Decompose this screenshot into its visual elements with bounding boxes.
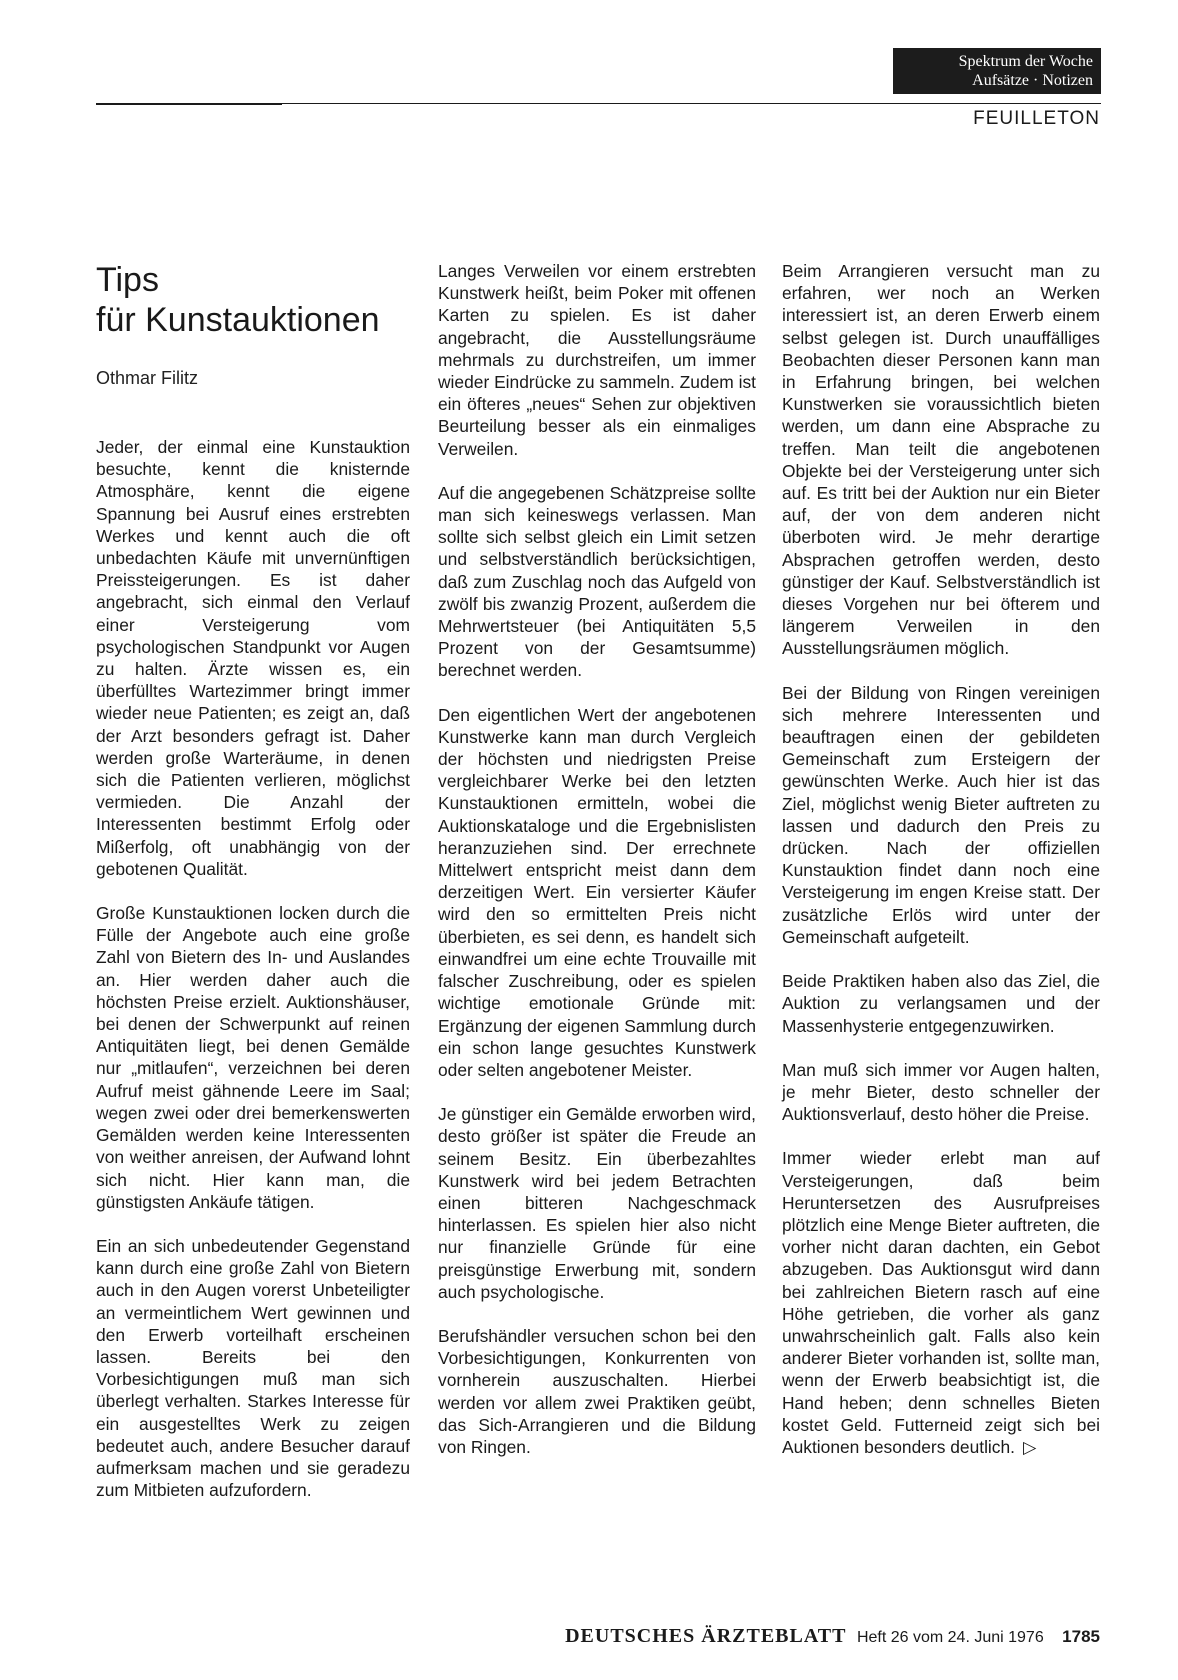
paragraph: Langes Verweilen vor einem erstrebten Kunstwerk heißt, beim Poker mit offenen Karten zu spielen. Es ist daher angebracht, die Ausstellungsräume mehrmals zu durchstreifen, um immer wieder Eindrücke zu sammeln. Zudem ist ein öfteres „neues“ Sehen zur objektiven Beurteilung besser als ein einmaliges Verweilen. <box>438 261 756 459</box>
paragraph: Jeder, der einmal eine Kunstauktion besuchte, kennt die knisternde Atmosphäre, kennt die eigene Spannung bei Ausruf eines erstrebten Werkes und kennt auch die oft unbedachten Käufe mit unvernünftigen Preissteigerungen. Es ist daher angebracht, sich einmal den Verlauf einer Versteigerung vom psychologischen Standpunkt vor Augen zu halten. Ärzte wissen es, ein überfülltes Wartezimmer bringt immer wieder neue Patienten; es zeigt an, daß der Arzt besonders gefragt ist. Daher werden große Warteräume, in denen sich die Patienten verlieren, möglichst vermieden. Die Anzahl der Interessenten bestimmt Erfolg oder Mißerfolg, oft unabhängig von der gebotenen Qualität. <box>96 437 410 879</box>
paragraph: Beide Praktiken haben also das Ziel, die Auktion zu verlangsamen und der Massenhysterie entgegenzuwirken. <box>782 971 1100 1036</box>
paragraph: Den eigentlichen Wert der angebotenen Kunstwerke kann man durch Vergleich der höchsten und niedrigsten Preise vergleichbarer Werke bei den letzten Kunstauktionen ermitteln, wobei die Auktionskataloge und die Ergebnislisten heranzuziehen sind. Der errechnete Mittelwert entspricht meist dann dem derzeitigen Wert. Ein versierter Käufer wird den so ermittelten Preis nicht überbieten, es sei denn, es handelt sich einwandfrei um eine echte Trouvaille mit falscher Zuschreibung, oder es spielen wichtige emotionale Gründe mit: Ergänzung der eigenen Sammlung durch ein schon lange gesuchtes Kunstwerk oder selten angebotener Meister. <box>438 704 756 1080</box>
page-number: 1785 <box>1062 1627 1100 1646</box>
text-column-3 <box>782 260 1100 1480</box>
text-column-1 <box>96 436 410 1523</box>
paragraph-text: Immer wieder erlebt man auf Versteigerungen, daß beim Heruntersetzen des Ausrufpreises plötzlich eine Menge Bieter auftreten, die vorher nicht daran dachten, ein Gebot abzugeben. Das Auktionsgut wird dann bei zahlreichen Bietern rasch auf eine Höhe getrieben, die vorher als ganz unwahrscheinlich galt. Falls also kein anderer Bieter vorhanden ist, sollte man, wenn der Erwerb beabsichtigt ist, die Hand heben; denn schnelles Bieten kostet Geld. Futterneid zeigt sich bei Auktionen besonders deutlich. <box>782 1148 1100 1457</box>
issue-info: Heft 26 vom 24. Juni 1976 <box>856 1629 1044 1646</box>
header-line-aufsaetze: Aufsätze · Notizen <box>972 72 1093 89</box>
journal-name: DEUTSCHES ÄRZTEBLATT <box>565 1625 847 1647</box>
paragraph: Ein an sich unbedeutender Gegenstand kann durch eine große Zahl von Bietern auch in den Augen vorerst Unbeteiligter an vermeintlichem Wert gewinnen und den Erwerb vorteilhaft erscheinen lassen. Bereits bei den Vorbesichtigungen muß man sich überlegt verhalten. Starkes Interesse für ein ausgestelltes Werk zu zeigen bedeutet auch, andere Besucher darauf aufmerksam machen und sie geradezu zum Mitbieten aufzufordern. <box>96 1235 410 1501</box>
page-footer <box>96 1625 1100 1648</box>
text-column-2 <box>438 260 756 1480</box>
continue-arrow-icon: ▷ <box>1023 1436 1037 1457</box>
section-header-box <box>893 48 1101 94</box>
paragraph: Auf die angegebenen Schätzpreise sollte man sich keineswegs verlassen. Man sollte sich selbst gleich ein Limit setzen und selbstverständlich berücksichtigen, daß zum Zuschlag noch das Aufgeld von zwölf bis zwanzig Prozent, außerdem die Mehrwertsteuer (bei Antiquitäten 5,5 Prozent von der Gesamtsumme) berechnet werden. <box>438 482 756 681</box>
article-author: Othmar Filitz <box>96 368 199 388</box>
paragraph: Große Kunstauktionen locken durch die Fülle der Angebote auch eine große Zahl von Bietern des In- und Auslandes an. Hier werden daher auch die höchsten Preise erzielt. Auktionshäuser, bei denen der Schwerpunkt auf reinen Antiquitäten liegt, bei denen Gemälde nur „mitlaufen“, verzeichnen bei deren Aufruf meist gähnende Leere im Saal; wegen zwei oder drei bemerkenswerten Gemälden werden keine Interessenten von weither anreisen, der Aufwand lohnt sich nicht. Hier kann man, die günstigsten Ankäufe tätigen. <box>96 903 410 1212</box>
paragraph-last <box>782 1147 1100 1458</box>
paragraph: Je günstiger ein Gemälde erworben wird, desto größer ist später die Freude an seinem Besitz. Ein überbezahltes Kunstwerk wird bei jedem Betrachten einen bitteren Nachgeschmack hinterlassen. Es spielen hier also nicht nur finanzielle Gründe für eine preisgünstige Erwerbung mit, sondern auch psychologische. <box>438 1104 756 1302</box>
header-rule-thick <box>96 103 282 105</box>
section-label: FEUILLETON <box>973 108 1100 129</box>
title-line-2: für Kunstauktionen <box>96 301 380 339</box>
article-title <box>96 260 416 340</box>
header-rule-thin <box>282 103 1101 104</box>
paragraph: Berufshändler versuchen schon bei den Vorbesichtigungen, Konkurrenten von vornherein auszuschalten. Hierbei werden vor allem zwei Praktiken geübt, das Sich-Arrangieren und die Bildung von Ringen. <box>438 1325 756 1457</box>
paragraph: Man muß sich immer vor Augen halten, je mehr Bieter, desto schneller der Auktionsverlauf, desto höher die Preise. <box>782 1059 1100 1125</box>
header-line-spektrum: Spektrum der Woche <box>958 53 1093 70</box>
title-line-1: Tips <box>96 261 159 299</box>
paragraph: Bei der Bildung von Ringen vereinigen sich mehrere Interessenten und beauftragen einen der gebildeten Gemeinschaft zum Ersteigern der gewünschten Werke. Auch hier ist das Ziel, möglichst wenig Bieter auftreten zu lassen und dadurch den Preis zu drücken. Nach der offiziellen Kunstauktion findet dann noch eine Versteigerung im engen Kreise statt. Der zusätzliche Erlös wird unter der Gemeinschaft aufgeteilt. <box>782 682 1100 947</box>
paragraph: Beim Arrangieren versucht man zu erfahren, wer noch an Werken interessiert ist, an deren Erwerb einem selbst gelegen ist. Durch unauffälliges Beobachten dieser Personen kann man in Erfahrung bringen, bei welchen Kunstwerken sie voraussichtlich bieten werden, um dann eine Absprache zu treffen. Man teilt die angebotenen Objekte bei der Versteigerung unter sich auf. Es tritt bei der Auktion nur ein Bieter auf, der von dem anderen nicht überboten wird. Je mehr derartige Absprachen getroffen werden, desto günstiger der Kauf. Selbstverständlich ist dieses Vorgehen nur bei öfterem und längerem Verweilen in den Ausstellungsräumen möglich. <box>782 261 1100 659</box>
